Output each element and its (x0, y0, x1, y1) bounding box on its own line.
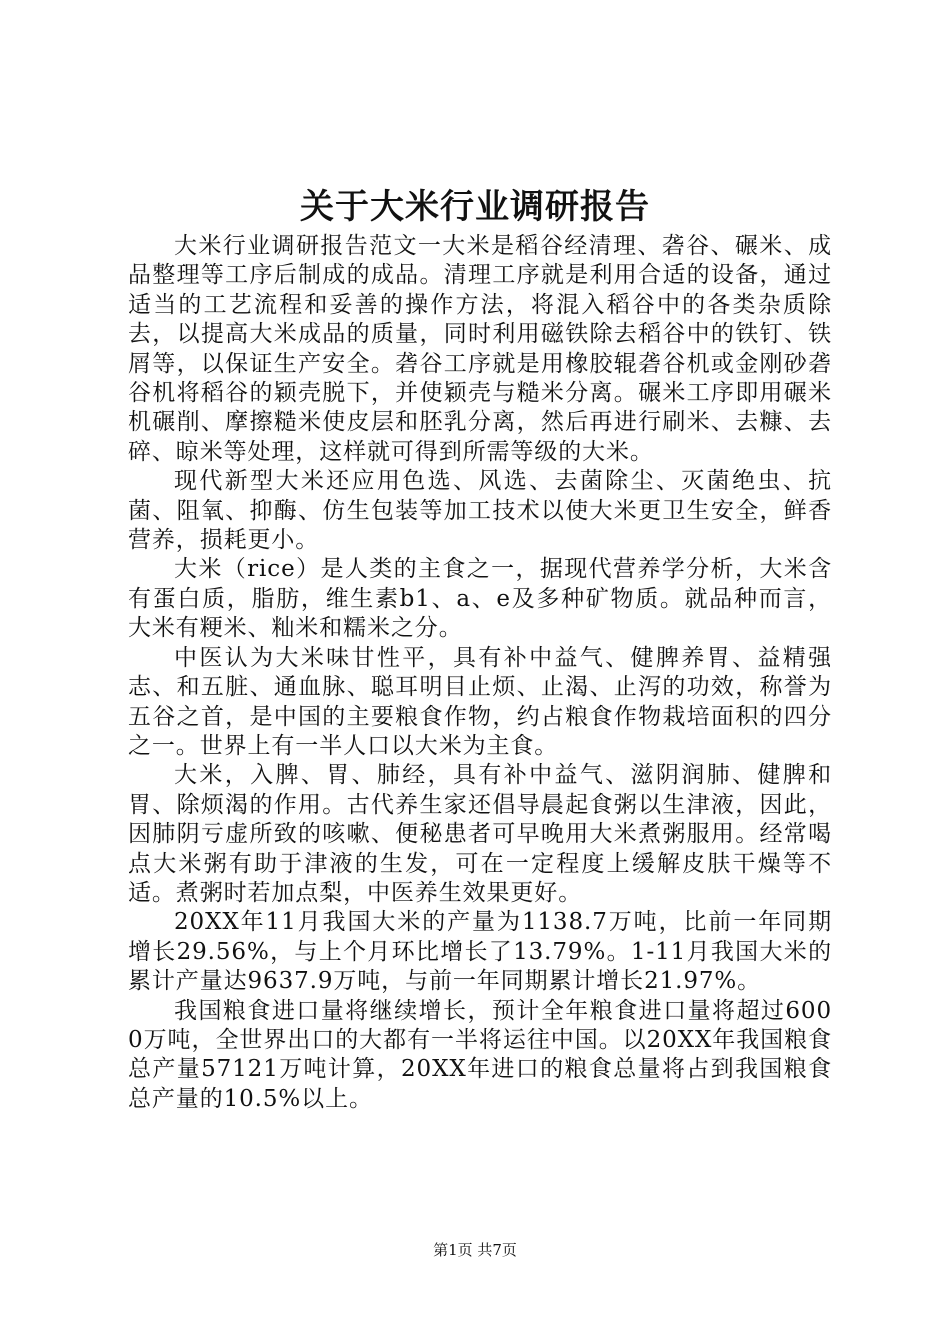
paragraph-2: 现代新型大米还应用色选、风选、去菌除尘、灭菌绝虫、抗菌、阻氧、抑酶、仿生包装等加工技术以使大米更卫生安全，鲜香营养，损耗更小。 (128, 468, 832, 554)
paragraph-7: 我国粮食进口量将继续增长，预计全年粮食进口量将超过6000万吨，全世界出口的大都有一半将运往中国。以20XX年我国粮食总产量57121万吨计算，20XX年进口的粮食总量将占到我国粮食总产量的10.5%以上。 (128, 997, 832, 1112)
paragraph-1: 大米行业调研报告范文一大米是稻谷经清理、砻谷、碾米、成品整理等工序后制成的成品。清理工序就是利用合适的设备，通过适当的工艺流程和妥善的操作方法，将混入稻谷中的各类杂质除去，以提高大米成品的质量，同时利用磁铁除去稻谷中的铁钉、铁屑等，以保证生产安全。砻谷工序就是用橡胶辊砻谷机或金刚砂砻谷机将稻谷的颖壳脱下，并使颖壳与糙米分离。碾米工序即用碾米机碾削、摩擦糙米使皮层和胚乳分离，然后再进行刷米、去糠、去碎、晾米等处理，这样就可得到所需等级的大米。 (128, 233, 832, 465)
document-body (128, 232, 832, 1114)
paragraph-6: 20XX年11月我国大米的产量为1138.7万吨，比前一年同期增长29.56%，与上个月环比增长了13.79%。1-11月我国大米的累计产量达9637.9万吨，与前一年同期累计增长21.97%。 (128, 909, 832, 995)
paragraph-3: 大米（rice）是人类的主食之一，据现代营养学分析，大米含有蛋白质，脂肪，维生素b1、a、e及多种矿物质。就品种而言，大米有粳米、籼米和糯米之分。 (128, 556, 832, 642)
paragraph-4: 中医认为大米味甘性平，具有补中益气、健脾养胃、益精强志、和五脏、通血脉、聪耳明目止烦、止渴、止泻的功效，称誉为五谷之首，是中国的主要粮食作物，约占粮食作物栽培面积的四分之一。世界上有一半人口以大米为主食。 (128, 644, 832, 759)
document-title: 关于大米行业调研报告 (300, 187, 650, 227)
paragraph-5: 大米，入脾、胃、肺经，具有补中益气、滋阴润肺、健脾和胃、除烦渴的作用。古代养生家还倡导晨起食粥以生津液，因此，因肺阴亏虚所致的咳嗽、便秘患者可早晚用大米煮粥服用。经常喝点大米粥有助于津液的生发，可在一定程度上缓解皮肤干燥等不适。煮粥时若加点梨，中医养生效果更好。 (128, 762, 832, 906)
page-footer: 第1页 共7页 (433, 1241, 517, 1259)
